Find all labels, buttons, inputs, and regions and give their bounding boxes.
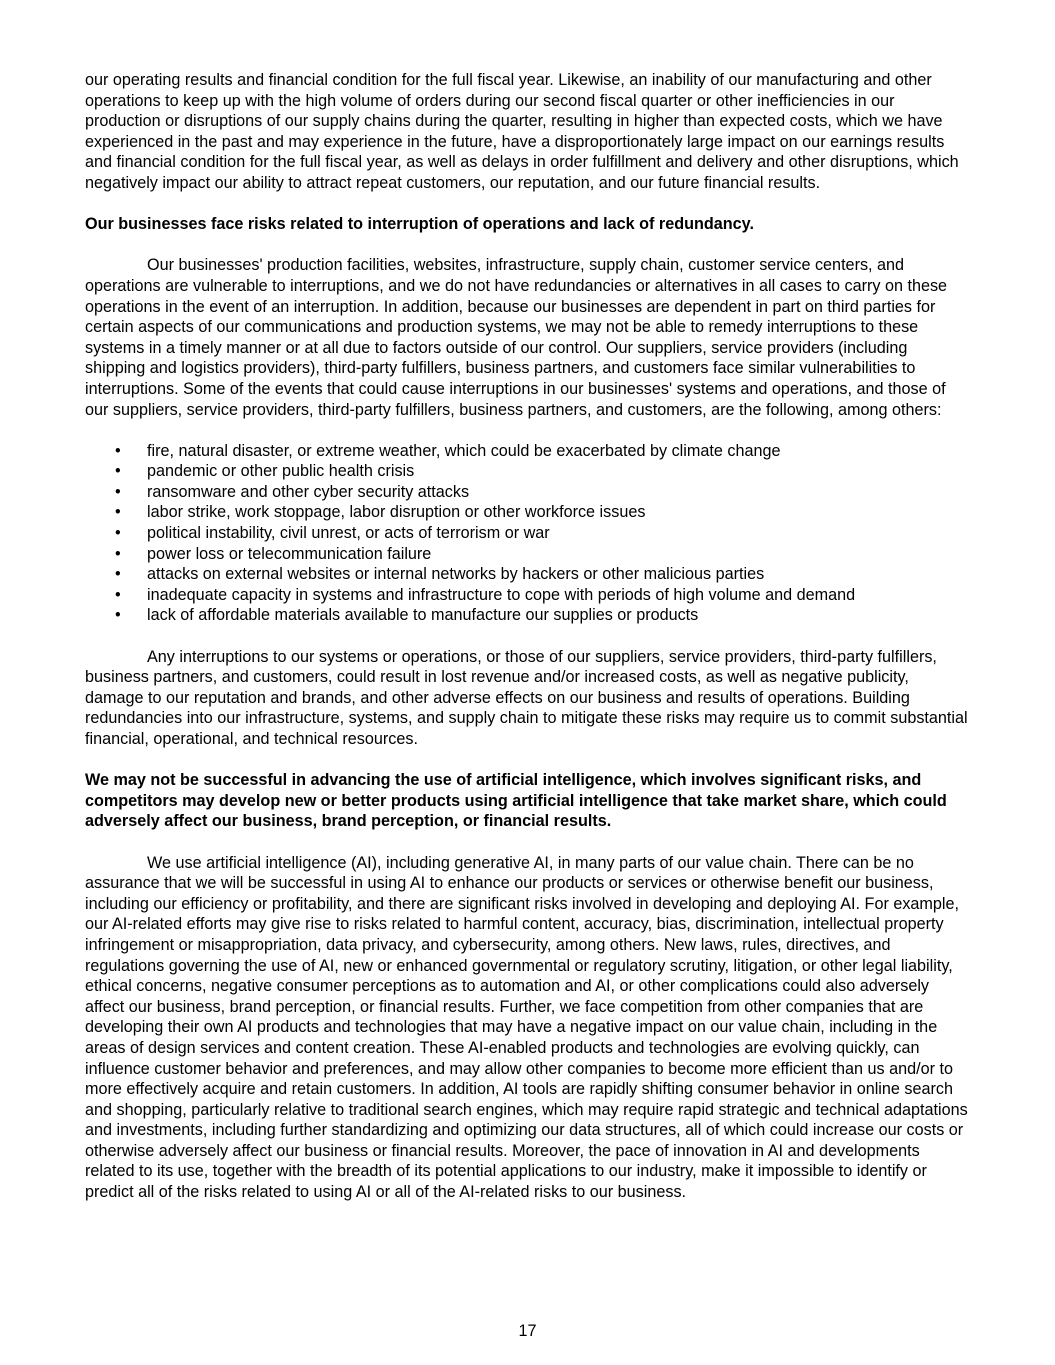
list-item-text: attacks on external websites or internal networks by hackers or other malicious parties <box>147 565 765 584</box>
section-heading-ai: We may not be successful in advancing the use of artificial intelligence, which involves significant risks, and competitors may develop new or better products using artificial intelligence that take market share, which could adversely affect our business, brand perception, or financial results. <box>85 771 947 831</box>
list-item-text: ransomware and other cyber security attacks <box>147 482 470 501</box>
interruption-paragraph: Our businesses' production facilities, websites, infrastructure, supply chain, customer service centers, and operations are vulnerable to interruptions, and we do not have redundancies or alternatives in all cases to carry on these operations in the event of an interruption. In addition, because our businesses are dependent in part on third parties for certain aspects of our communications and production systems, we may not be able to remedy interruptions to these systems in a timely manner or at all due to factors outside of our control. Our suppliers, service providers (including shipping and logistics providers), third-party fulfillers, business partners, and customers face similar vulnerabilities to interruptions. Some of the events that could cause interruptions in our businesses' systems and operations, and those of our suppliers, service providers, third-party fulfillers, business partners, and customers, are the following, among others: <box>85 256 948 419</box>
bullet-icon: • <box>115 482 121 501</box>
bullet-icon: • <box>115 565 121 584</box>
list-item <box>85 605 971 626</box>
bullet-icon: • <box>115 524 121 543</box>
list-item <box>85 544 971 565</box>
bullet-icon: • <box>115 585 121 604</box>
list-item-text: power loss or telecommunication failure <box>147 544 432 563</box>
list-item-text: political instability, civil unrest, or acts of terrorism or war <box>147 524 550 543</box>
list-item-text: inadequate capacity in systems and infrastructure to cope with periods of high volume and demand <box>147 585 856 604</box>
list-item <box>85 585 971 606</box>
ai-risks-paragraph: We use artificial intelligence (AI), including generative AI, in many parts of our value chain. There can be no assurance that we will be successful in using AI to enhance our products or services or otherwise benefit our business, including our efficiency or profitability, and there are significant risks involved in developing and deploying AI. For example, our AI-related efforts may give rise to risks related to harmful content, accuracy, bias, discrimination, intellectual property infringement or misappropriation, data privacy, and cybersecurity, among others. New laws, rules, directives, and regulations governing the use of AI, new or enhanced governmental or regulatory scrutiny, litigation, or other legal liability, ethical concerns, negative consumer perceptions as to automation and AI, or other complications could also adversely affect our business, brand perception, or financial results. Further, we face competition from other companies that are developing their own AI products and technologies that may have a negative impact on our value chain, including in the areas of design services and content creation. These AI-enabled products and technologies are evolving quickly, can influence customer behavior and preferences, and may allow other companies to become more efficient than us and/or to more effectively acquire and retain customers. In addition, AI tools are rapidly shifting consumer behavior in online search and shopping, particularly relative to traditional search engines, which may require rapid strategic and technical adaptations and investments, including further standardizing and optimizing our data structures, all of which could increase our costs or otherwise adversely affect our business or financial results. Moreover, the pace of innovation in AI and developments related to its use, together with the breadth of its potential applications to our industry, make it impossible to identify or predict all of the risks related to using AI or all of the AI-related risks to our business. <box>85 853 968 1202</box>
list-item-text: pandemic or other public health crisis <box>147 462 415 481</box>
list-item-text: labor strike, work stoppage, labor disruption or other workforce issues <box>147 503 646 522</box>
list-item <box>85 441 971 462</box>
intro-paragraph: our operating results and financial condition for the full fiscal year. Likewise, an inability of our manufacturing and other operations to keep up with the high volume of orders during our second fiscal quarter or other inefficiencies in our production or disruptions of our supply chains during the quarter, resulting in higher than expected costs, which we have experienced in the past and may experience in the future, have a disproportionately large impact on our earnings results and financial condition for the full fiscal year, as well as delays in order fulfillment and delivery and other disruptions, which negatively impact our ability to attract repeat customers, our reputation, and our future financial results. <box>85 71 959 192</box>
page-number: 17 <box>518 1322 537 1340</box>
bullet-icon: • <box>115 503 121 522</box>
interruption-events-list <box>85 441 971 626</box>
section-heading-interruption: Our businesses face risks related to interruption of operations and lack of redundancy. <box>85 215 754 234</box>
bullet-icon: • <box>115 606 121 625</box>
interruption-consequences-paragraph: Any interruptions to our systems or operations, or those of our suppliers, service providers, third-party fulfillers, business partners, and customers, could result in lost revenue and/or increased costs, as well as negative publicity, damage to our reputation and brands, and other adverse effects on our business and results of operations. Building redundancies into our infrastructure, systems, and supply chain to mitigate these risks may require us to commit substantial financial, operational, and technical resources. <box>85 647 968 748</box>
list-item <box>85 502 971 523</box>
bullet-icon: • <box>115 441 121 460</box>
bullet-icon: • <box>115 462 121 481</box>
list-item <box>85 523 971 544</box>
bullet-icon: • <box>115 544 121 563</box>
document-page <box>85 70 971 1223</box>
list-item <box>85 461 971 482</box>
list-item <box>85 482 971 503</box>
list-item <box>85 564 971 585</box>
list-item-text: fire, natural disaster, or extreme weather, which could be exacerbated by climate change <box>147 441 781 460</box>
list-item-text: lack of affordable materials available to manufacture our supplies or products <box>147 606 699 625</box>
